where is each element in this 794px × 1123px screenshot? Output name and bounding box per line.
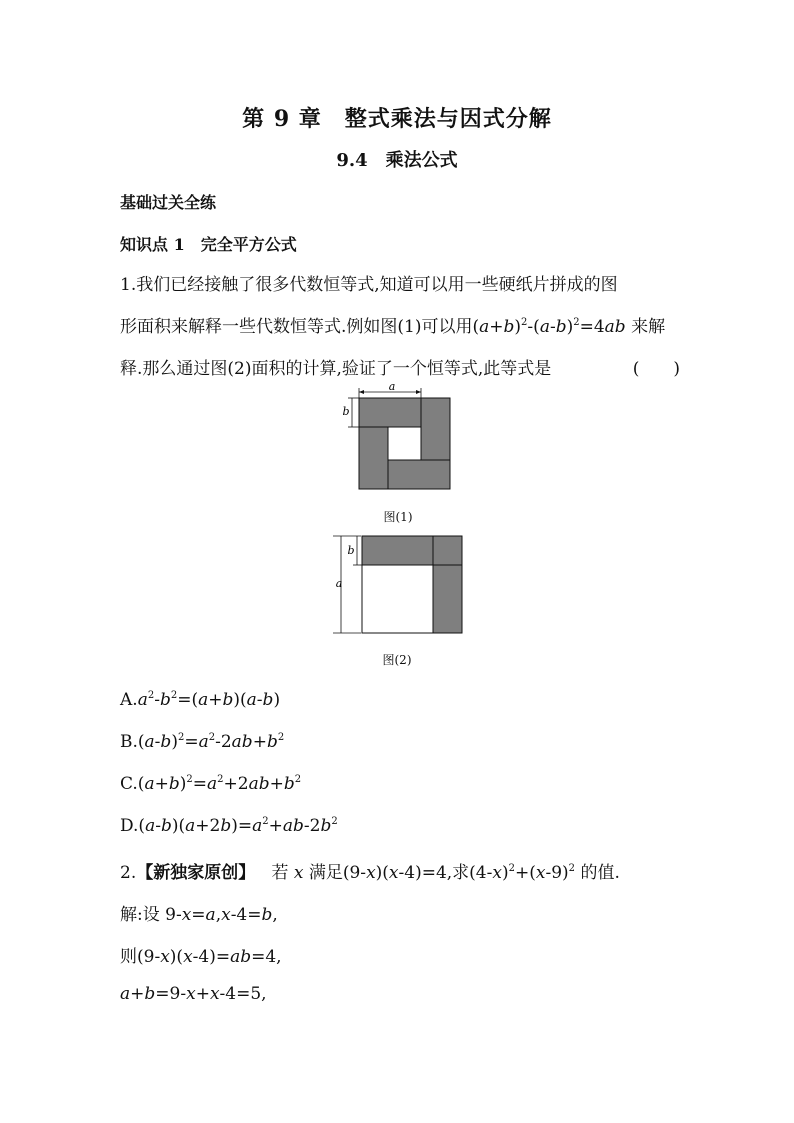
question-1: [120, 264, 680, 390]
fig1-center-square: [388, 427, 421, 460]
figure-2: [325, 532, 470, 638]
solution-line-1: 解:设 9-x=a,x-4=b,: [120, 905, 278, 925]
fig1-label-a: a: [388, 384, 396, 393]
fig1-label-b: b: [342, 405, 350, 418]
q2-text: 若 x 满足(9-x)(x-4)=4,求$(4-x)^2+(x-9)^2$ 的值.: [271, 863, 620, 883]
fig2-label-b: b: [347, 544, 355, 557]
solution-line-2: 则(9-x)(x-4)=ab=4,: [120, 947, 282, 967]
option-a[interactable]: $A.a^2-b^2=(a+b)(a-b)$: [120, 690, 281, 710]
fig2-white-square: [362, 565, 433, 633]
q1-line-1: 1.我们已经接触了很多代数恒等式,知道可以用一些硬纸片拼成的图: [120, 275, 618, 295]
section-title: 9.4 乘法公式: [336, 150, 458, 171]
figure-1: [338, 384, 458, 494]
fig1-rect-top: [359, 398, 421, 427]
fig2-label-a: a: [335, 577, 343, 590]
figure-2-caption: 图(2): [382, 653, 412, 667]
fig2-rect-right: [433, 565, 462, 633]
figure-1-caption: 图(1): [383, 510, 413, 524]
option-b[interactable]: $B.(a-b)^2=a^2-2ab+b^2$: [120, 732, 285, 752]
option-c[interactable]: $C.(a+b)^2=a^2+2ab+b^2$: [120, 774, 302, 794]
fig1-arrow-left: [359, 390, 364, 394]
question-2: [120, 858, 620, 883]
fig2-rect-top: [362, 536, 433, 565]
q1-line-3-text: 释.那么通过图(2)面积的计算,验证了一个恒等式,此等式是: [120, 359, 552, 379]
solution-line-3: a+b=9-x+x-4=5,: [120, 984, 267, 1004]
option-d[interactable]: $D.(a-b)(a+2b)=a^2+ab-2b^2$: [120, 816, 338, 836]
answer-bracket: ( ): [632, 359, 680, 379]
practice-heading: 基础过关全练: [120, 193, 217, 212]
fig1-rect-right: [421, 398, 450, 460]
q2-number: 2.: [120, 863, 137, 883]
chapter-title: 第 9 章 整式乘法与因式分解: [242, 106, 552, 132]
q1-line-2: 形面积来解释一些代数恒等式.例如图(1)可以用$(a+b)^2-(a-b)^2=4ab$ 来解: [120, 317, 666, 337]
fig1-arrow-right: [416, 390, 421, 394]
topic-heading: 知识点 1 完全平方公式: [120, 235, 297, 254]
fig1-rect-bottom: [388, 460, 450, 489]
fig1-rect-left: [359, 427, 388, 489]
fig2-rect-corner: [433, 536, 462, 565]
q2-tag: 【新独家原创】: [136, 863, 256, 883]
